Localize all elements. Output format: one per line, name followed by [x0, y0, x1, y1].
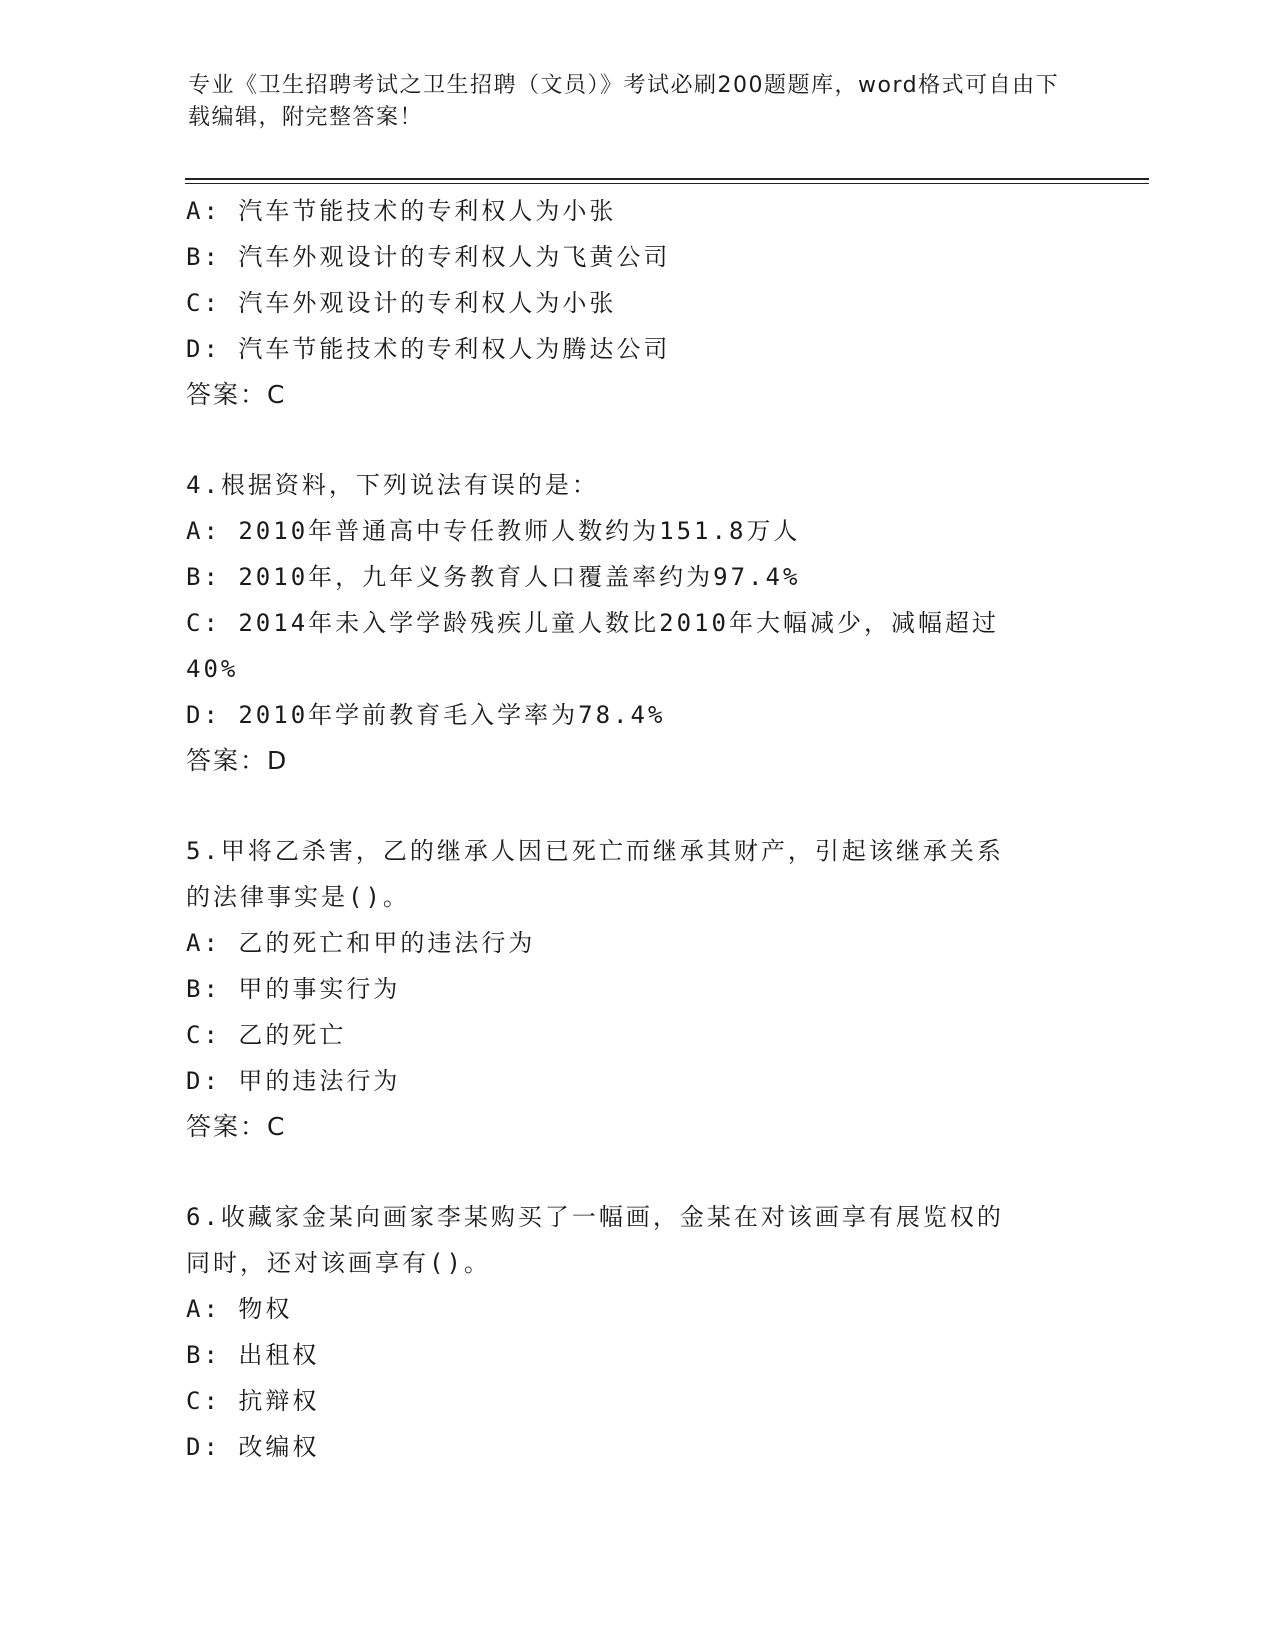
option-a: A: 物权 — [186, 1295, 293, 1323]
option-d: D: 甲的违法行为 — [186, 1067, 401, 1095]
option-c-continued: 40% — [186, 655, 239, 683]
option-c: C: 汽车外观设计的专利权人为小张 — [186, 289, 617, 317]
question-4 — [186, 462, 1066, 784]
answer: 答案：C — [186, 380, 287, 409]
option-a: A: 汽车节能技术的专利权人为小张 — [186, 197, 617, 225]
option-b: B: 汽车外观设计的专利权人为飞黄公司 — [186, 243, 671, 271]
question-title-line-2: 同时，还对该画享有()。 — [186, 1249, 491, 1277]
spacer — [186, 1150, 1066, 1194]
question-title-line-1: 5.甲将乙杀害，乙的继承人因已死亡而继承其财产，引起该继承关系 — [186, 837, 1004, 865]
question-3 — [186, 188, 1066, 418]
question-title-line-1: 6.收藏家金某向画家李某购买了一幅画，金某在对该画享有展览权的 — [186, 1203, 1004, 1231]
document-header: 专业《卫生招聘考试之卫生招聘（文员）》考试必刷200题题库，word格式可自由下载编辑，附完整答案！ — [188, 73, 1060, 130]
question-title-line-2: 的法律事实是()。 — [186, 883, 410, 911]
option-c: C: 2014年未入学学龄残疾儿童人数比2010年大幅减少，减幅超过 — [186, 609, 999, 637]
option-d: D: 改编权 — [186, 1433, 320, 1461]
option-d: D: 汽车节能技术的专利权人为腾达公司 — [186, 335, 671, 363]
option-b: B: 2010年，九年义务教育人口覆盖率约为97.4% — [186, 563, 801, 591]
header-rule-thick — [185, 178, 1149, 180]
option-c: C: 抗辩权 — [186, 1387, 320, 1415]
spacer — [186, 784, 1066, 828]
answer: 答案：D — [186, 746, 289, 775]
option-b: B: 出租权 — [186, 1341, 320, 1369]
spacer — [186, 418, 1066, 462]
option-c: C: 乙的死亡 — [186, 1021, 347, 1049]
header-rule-thin — [185, 183, 1149, 184]
question-content — [186, 188, 1066, 1470]
option-a: A: 2010年普通高中专任教师人数约为151.8万人 — [186, 517, 801, 545]
option-b: B: 甲的事实行为 — [186, 975, 401, 1003]
option-d: D: 2010年学前教育毛入学率为78.4% — [186, 701, 666, 729]
question-6 — [186, 1194, 1066, 1470]
question-5 — [186, 828, 1066, 1150]
option-a: A: 乙的死亡和甲的违法行为 — [186, 929, 536, 957]
answer: 答案：C — [186, 1112, 287, 1141]
question-title: 4.根据资料，下列说法有误的是： — [186, 471, 599, 499]
